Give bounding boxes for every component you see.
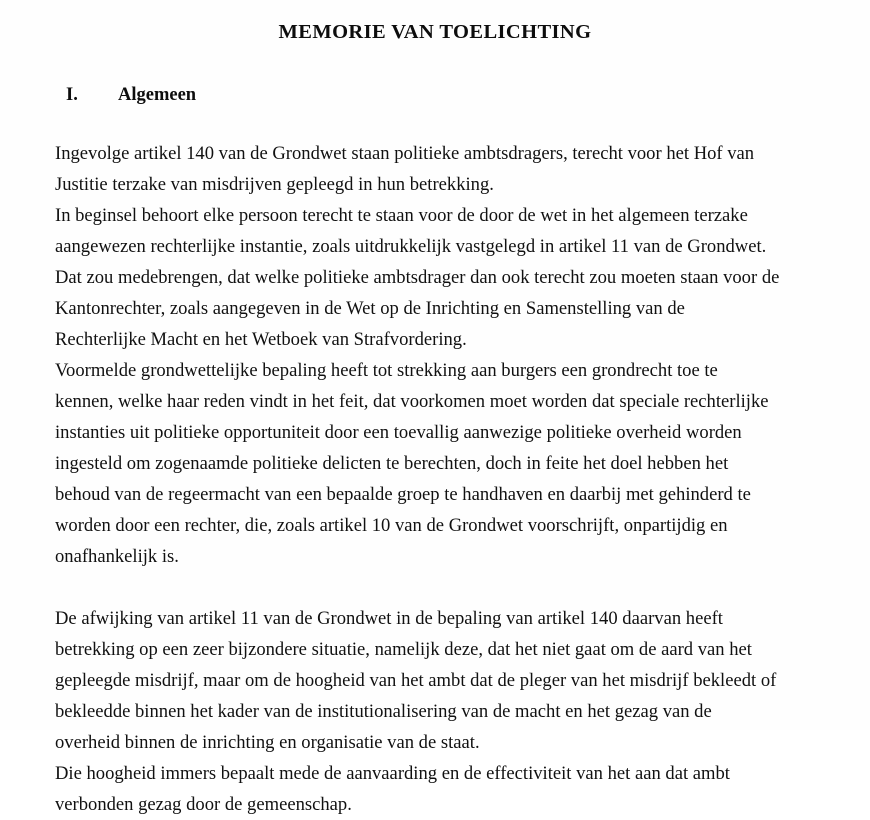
text-line: bekleedde binnen het kader van de institutionalisering van de macht en het gezag van de xyxy=(55,700,712,722)
text-line: worden door een rechter, die, zoals artikel 10 van de Grondwet voorschrijft, onpartijdig en xyxy=(55,514,728,536)
section-number: I. xyxy=(66,84,78,105)
text-line: betrekking op een zeer bijzondere situatie, namelijk deze, dat het niet gaat om de aard van het xyxy=(55,638,752,660)
section-label: Algemeen xyxy=(118,84,197,105)
text-line: Rechterlijke Macht en het Wetboek van Strafvordering. xyxy=(55,328,467,350)
text-line: In beginsel behoort elke persoon terecht te staan voor de door de wet in het algemeen terzake xyxy=(55,204,748,226)
document-body xyxy=(0,106,870,820)
section-heading xyxy=(0,45,870,106)
text-line: ingesteld om zogenaamde politieke delicten te berechten, doch in feite het doel hebben het xyxy=(55,452,729,474)
document-title: MEMORIE VAN TOELICHTING xyxy=(278,21,592,43)
text-line: Dat zou medebrengen, dat welke politieke ambtsdrager dan ook terecht zou moeten staan voor de xyxy=(55,266,780,288)
text-line: Voormelde grondwettelijke bepaling heeft tot strekking aan burgers een grondrecht toe te xyxy=(55,359,718,381)
paragraph-block xyxy=(55,138,840,572)
text-line: De afwijking van artikel 11 van de Grondwet in de bepaling van artikel 140 daarvan heeft xyxy=(55,607,723,629)
text-line: Die hoogheid immers bepaalt mede de aanvaarding en de effectiviteit van het aan dat ambt xyxy=(55,762,730,784)
text-line: gepleegde misdrijf, maar om de hoogheid van het ambt dat de pleger van het misdrijf bekleedt of xyxy=(55,669,777,691)
text-line: Justitie terzake van misdrijven gepleegd in hun betrekking. xyxy=(55,173,494,195)
text-line: verbonden gezag door de gemeenschap. xyxy=(55,793,352,815)
paragraph-block xyxy=(55,603,840,820)
text-line: Ingevolge artikel 140 van de Grondwet staan politieke ambtsdragers, terecht voor het Hof van xyxy=(55,142,755,164)
text-line: behoud van de regeermacht van een bepaalde groep te handhaven en daarbij met gehinderd te xyxy=(55,483,751,505)
text-line: aangewezen rechterlijke instantie, zoals uitdrukkelijk vastgelegd in artikel 11 van de Grondwet. xyxy=(55,235,767,257)
text-line: Kantonrechter, zoals aangegeven in de Wet op de Inrichting en Samenstelling van de xyxy=(55,297,685,319)
text-line: instanties uit politieke opportuniteit door een toevallig aanwezige politieke overheid worden xyxy=(55,421,742,443)
text-line: onafhankelijk is. xyxy=(55,545,179,567)
text-line: kennen, welke haar reden vindt in het feit, dat voorkomen moet worden dat speciale rechterlijke xyxy=(55,390,769,412)
text-line: overheid binnen de inrichting en organisatie van de staat. xyxy=(55,731,480,753)
